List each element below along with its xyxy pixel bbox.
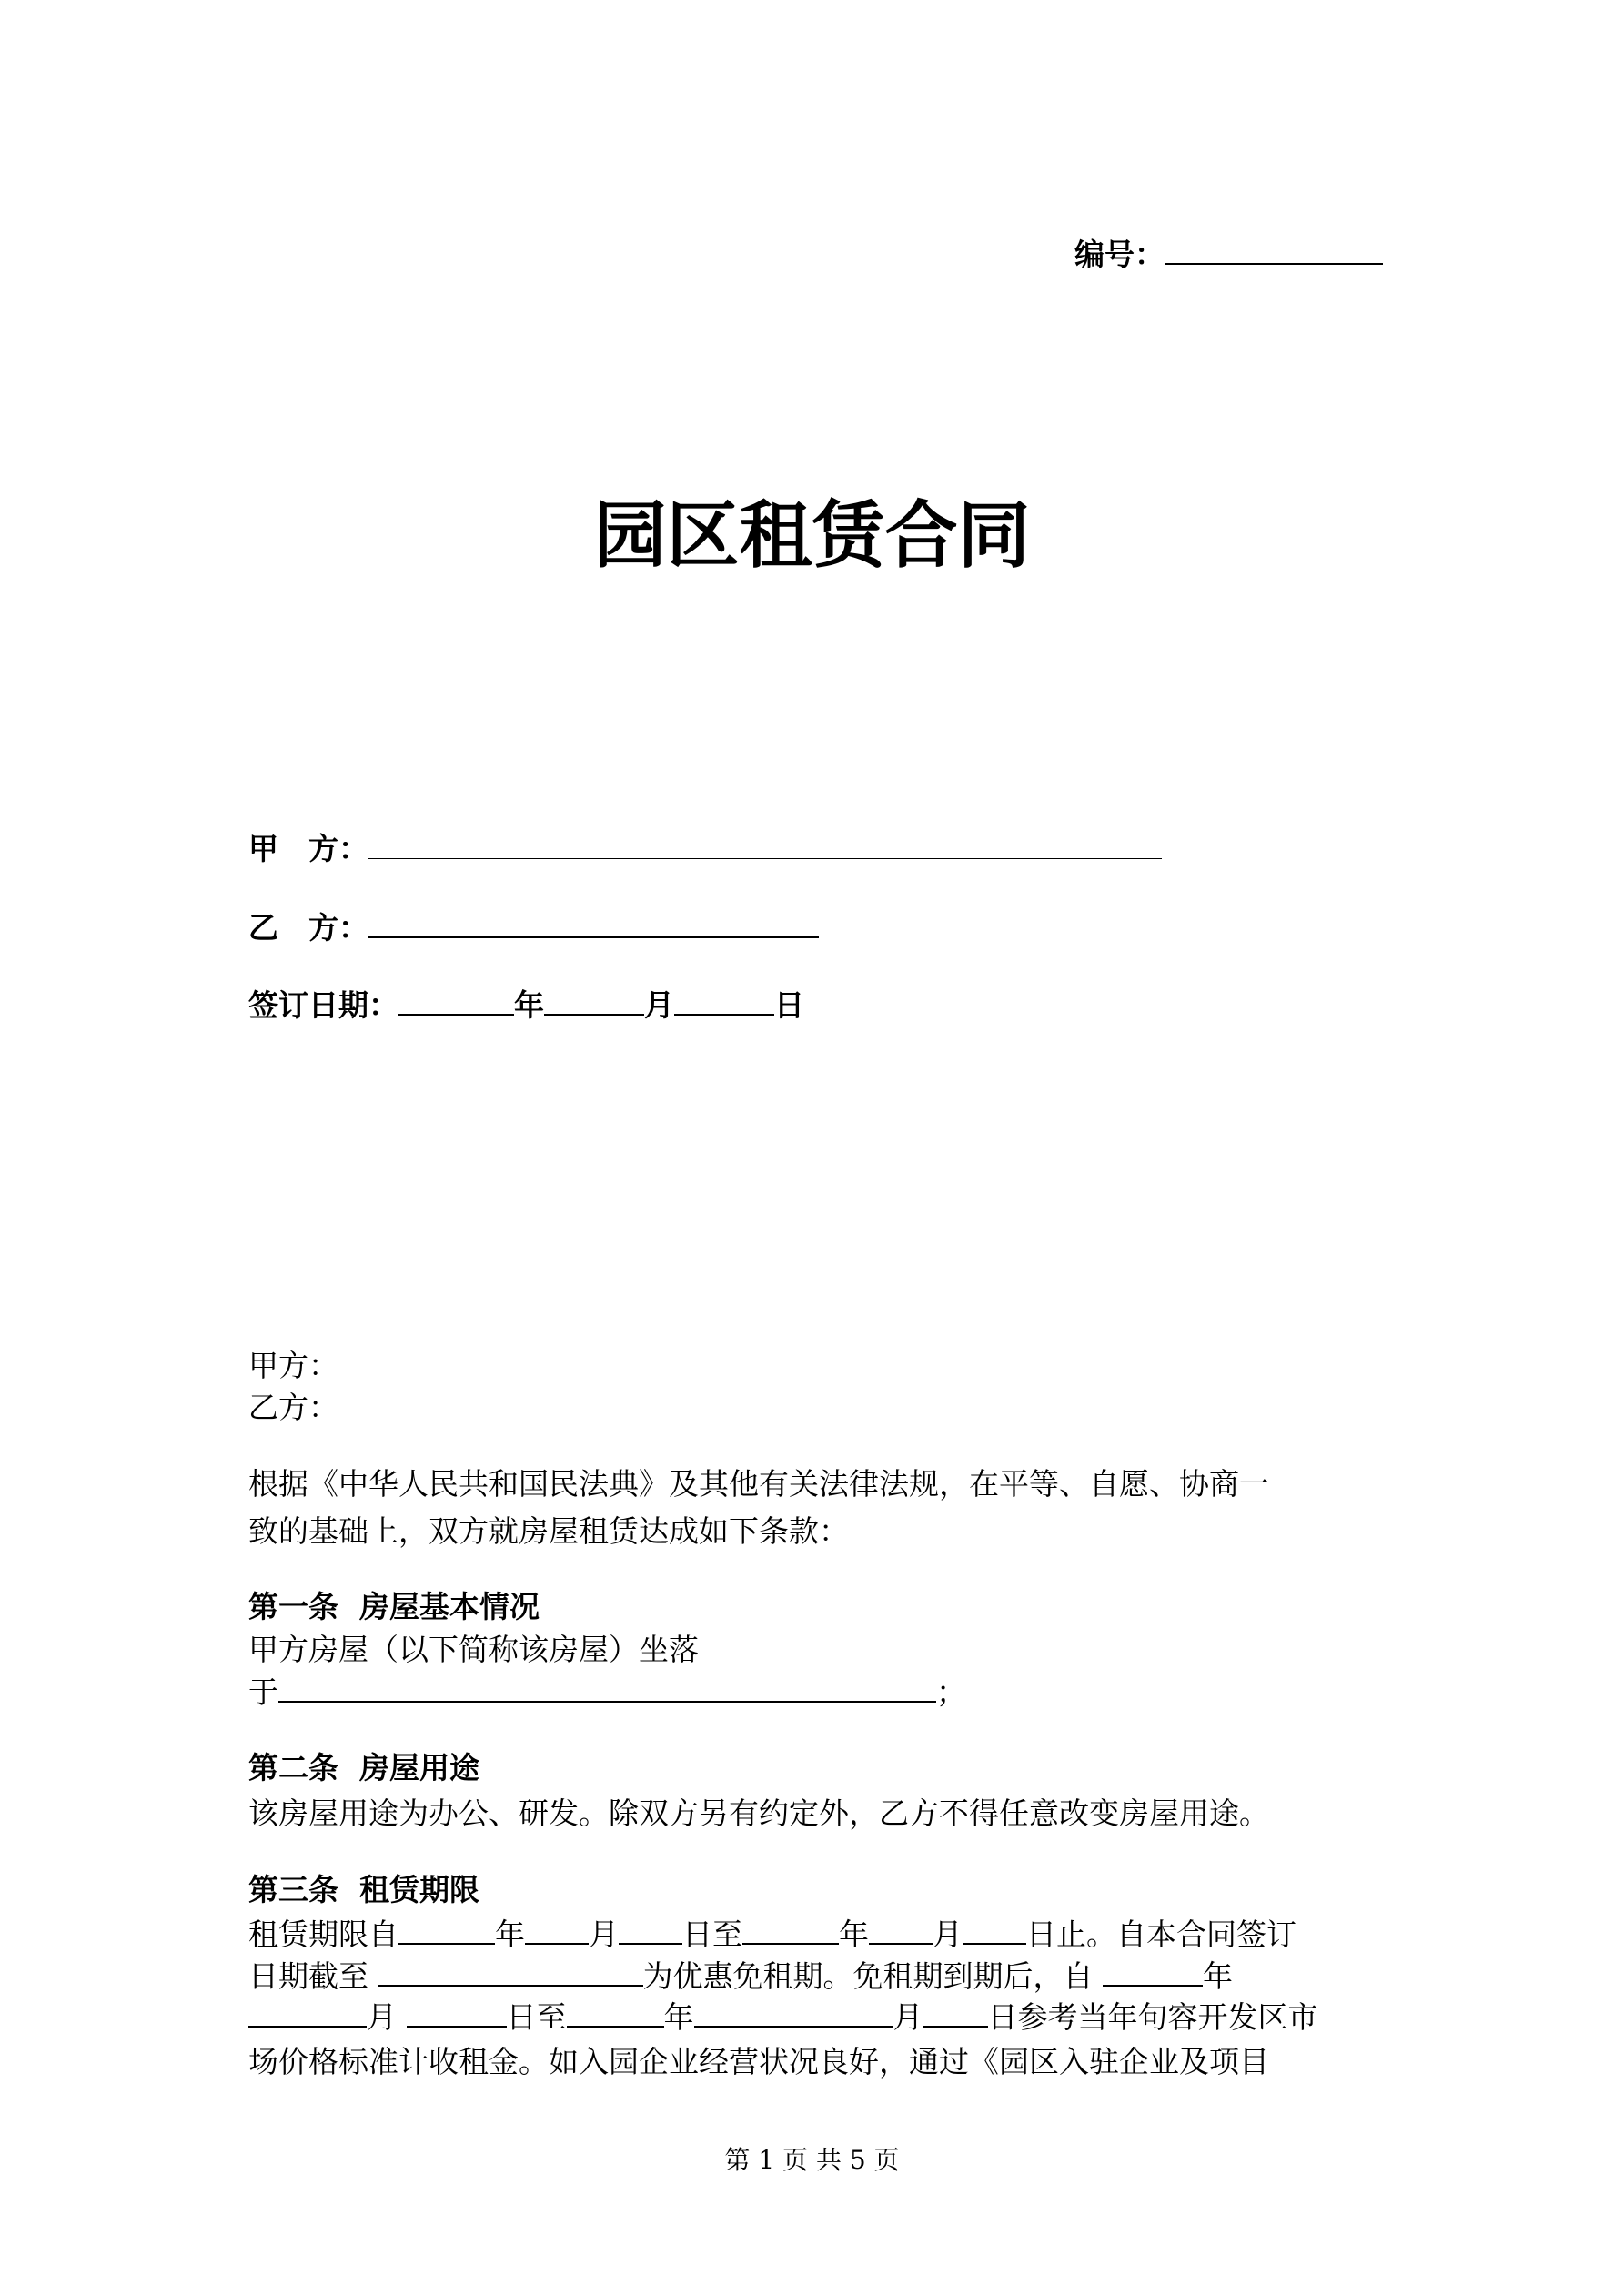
text: 年: [495, 1917, 525, 1952]
blank[interactable]: [525, 1916, 589, 1945]
cover-party-b: [248, 908, 819, 947]
text: 年: [839, 1917, 869, 1952]
preamble-line: 致的基础上，双方就房屋租赁达成如下条款：: [248, 1513, 849, 1549]
year-blank[interactable]: [398, 986, 514, 1016]
text: ；: [936, 1674, 966, 1710]
text: 日至: [682, 1917, 742, 1952]
article3-line: [248, 1916, 1296, 1954]
blank[interactable]: [742, 1916, 839, 1945]
location-blank[interactable]: [278, 1674, 936, 1703]
blank[interactable]: [1103, 1957, 1203, 1987]
sign-date-label: 签订日期：: [248, 987, 398, 1023]
serial-number: [1074, 235, 1383, 275]
blank[interactable]: [407, 1998, 507, 2028]
text: 日期截至: [248, 1958, 378, 1994]
article1-text: 甲方房屋（以下简称该房屋）坐落: [248, 1632, 699, 1667]
party-a-label: 甲 方：: [248, 831, 368, 866]
preamble-line: 根据《中华人民共和国民法典》及其他有关法律法规，在平等、自愿、协商一: [248, 1466, 1269, 1502]
article3-heading: 第三条 租赁期限: [248, 1872, 479, 1907]
text: 年: [1203, 1958, 1233, 1994]
day-blank[interactable]: [674, 986, 774, 1016]
text: 租赁期限自: [248, 1917, 398, 1952]
text: 日参考当年句容开发区市: [987, 1999, 1318, 2035]
blank[interactable]: [694, 1998, 893, 2028]
day-label: 日: [774, 987, 804, 1023]
serial-blank[interactable]: [1165, 236, 1383, 265]
text: 月: [933, 1917, 963, 1952]
blank[interactable]: [248, 1998, 367, 2028]
blank[interactable]: [398, 1916, 495, 1945]
text: 月: [589, 1917, 619, 1952]
article3-line: [248, 1998, 1318, 2037]
text: 于: [248, 1674, 278, 1710]
party-a-blank[interactable]: [368, 831, 1162, 859]
blank[interactable]: [378, 1957, 643, 1987]
serial-label: 编号：: [1074, 237, 1165, 272]
party-b-label: 乙 方：: [248, 910, 368, 946]
article1-location: [248, 1674, 966, 1712]
text: 月: [893, 1999, 923, 2035]
page-footer: 第 1 页 共 5 页: [724, 2145, 900, 2175]
article3-line: [248, 1957, 1233, 1996]
page-title: 园区租赁合同: [593, 492, 1031, 578]
blank[interactable]: [619, 1916, 682, 1945]
article2-text: 该房屋用途为办公、研发。除双方另有约定外，乙方不得任意改变房屋用途。: [248, 1795, 1269, 1831]
text: 月: [367, 1999, 407, 2035]
blank[interactable]: [869, 1916, 933, 1945]
party-b-line: 乙方：: [248, 1390, 338, 1425]
text: 年: [663, 1999, 694, 2035]
cover-sign-date: [248, 986, 804, 1025]
year-label: 年: [514, 987, 544, 1023]
month-blank[interactable]: [544, 986, 644, 1016]
blank[interactable]: [963, 1916, 1026, 1945]
blank[interactable]: [923, 1998, 988, 2028]
cover-party-a: [248, 830, 1162, 868]
blank[interactable]: [567, 1998, 664, 2028]
article3-line: 场价格标准计收租金。如入园企业经营状况良好，通过《园区入驻企业及项目: [248, 2044, 1269, 2079]
article1-heading: 第一条 房屋基本情况: [248, 1589, 540, 1624]
month-label: 月: [644, 987, 674, 1023]
text: 日止。自本合同签订: [1026, 1917, 1296, 1952]
party-b-blank[interactable]: [368, 908, 819, 938]
article2-heading: 第二条 房屋用途: [248, 1750, 479, 1785]
text: 为优惠免租期。免租期到期后，自: [642, 1958, 1103, 1994]
text: 日至: [506, 1999, 567, 2035]
party-a-line: 甲方：: [248, 1348, 338, 1383]
